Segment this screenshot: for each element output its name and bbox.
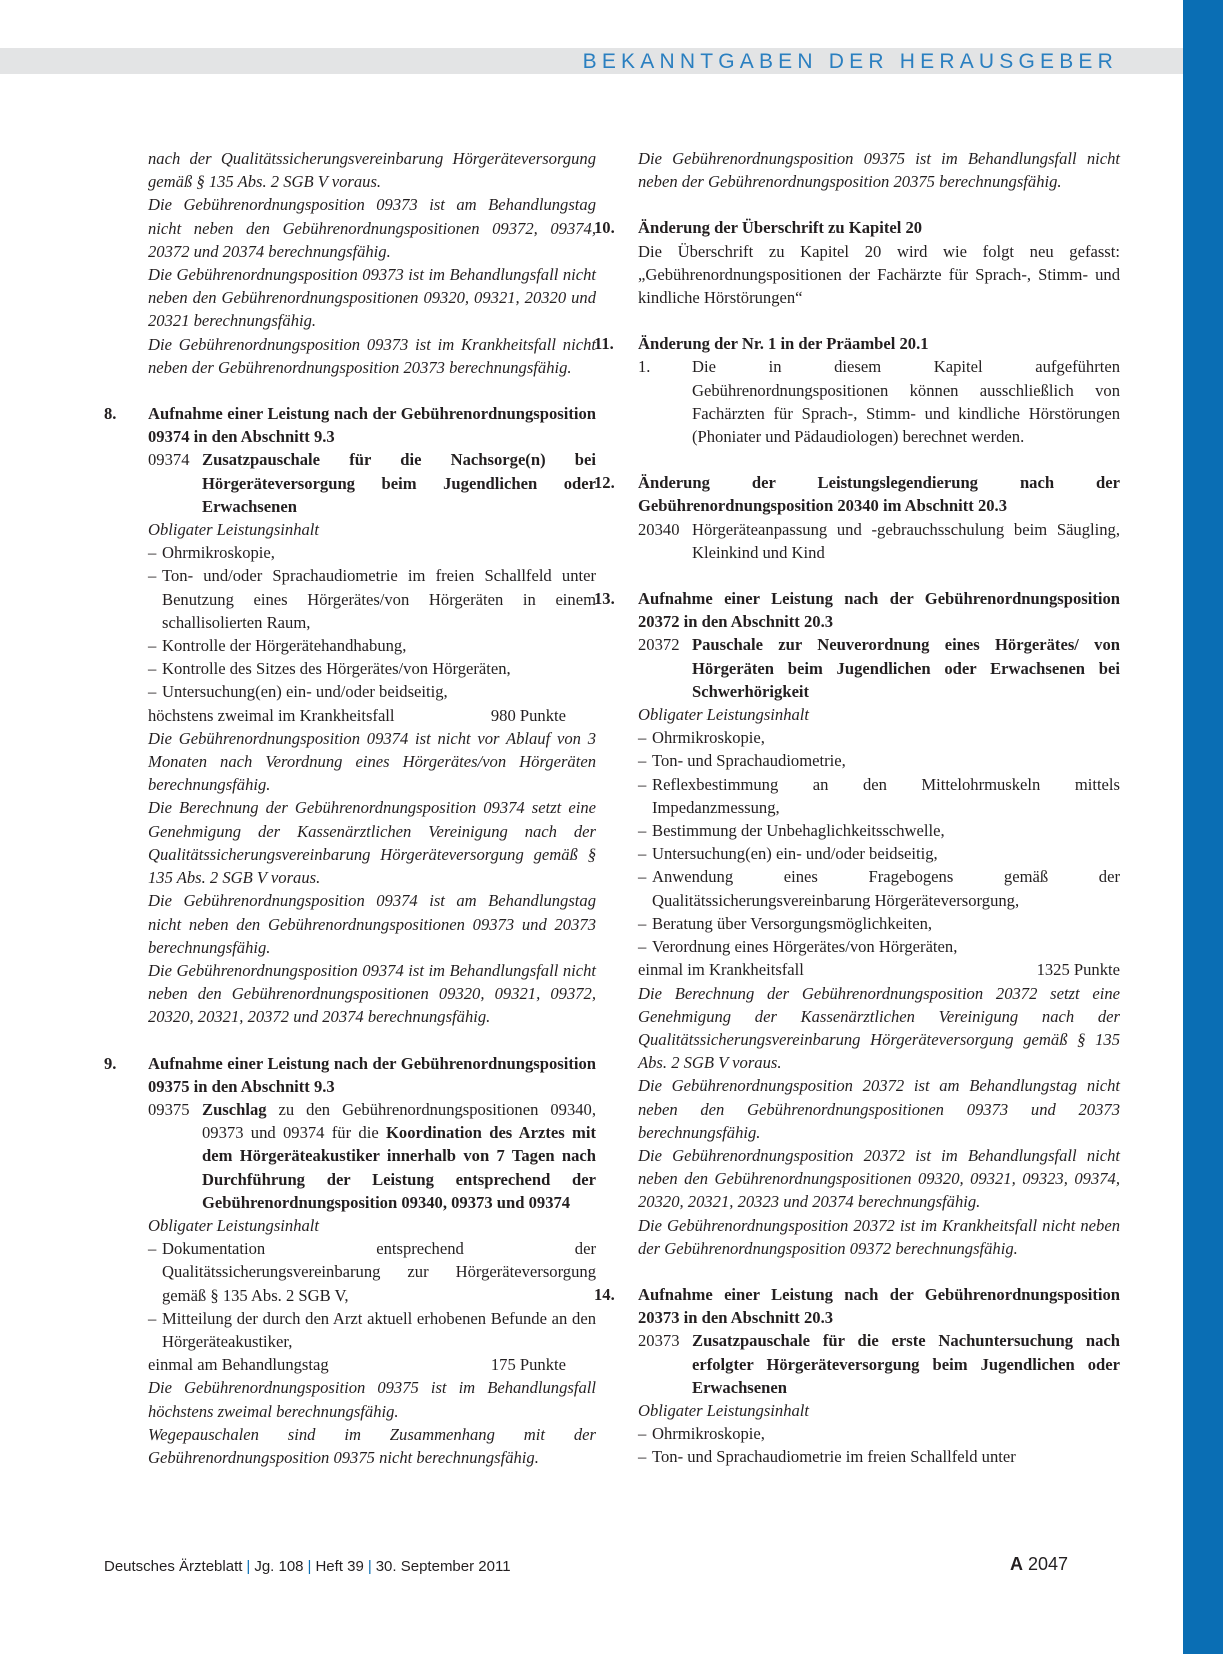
note: Die Gebührenordnungsposition 20372 ist im Krankheitsfall nicht neben der Gebührenordnungsposition 09372 berechnungsfähig. (638, 1215, 1120, 1258)
list-item-text: Mitteilung der durch den Arzt aktuell erhobenen Befunde an den Hörgeräteakustiker, (162, 1308, 596, 1351)
list-item-text: Kontrolle des Sitzes des Hörgerätes/von Hörgeräten, (162, 659, 511, 679)
list-item: – Mitteilung der durch den Arzt aktuell erhobenen Befunde an den Hörgeräteakustiker, (104, 1307, 596, 1353)
left-column (104, 147, 596, 1469)
item-text: Die in diesem Kapitel aufgeführten Gebührenordnungspositionen können ausschließlich von Fachärzten für Sprach-, Stimm- und kindliche Hörstörungen (Phoniater und Pädaudiologen) berechnet werden. (692, 357, 1120, 447)
note: Die Gebührenordnungsposition 20372 ist am Behandlungstag nicht neben den Gebührenordnungspositionen 09373 und 20373 berechnungsfähig. (638, 1076, 1120, 1142)
section-text: Die Überschrift zu Kapitel 20 wird wie folgt neu gefasst: „Gebührenordnungspositionen der Fachärzte für Sprach-, Stimm- und kindliche Hörstörungen“ (638, 241, 1120, 308)
section-title: Aufnahme einer Leistung nach der Gebührenordnungsposition 20373 in den Abschnitt 20.3 (638, 1284, 1120, 1328)
obligatory-content-label: Obligater Leistungsinhalt (148, 1215, 320, 1235)
section-header-title: BEKANNTGABEN DER HERAUSGEBER (582, 50, 1118, 73)
note: Die Gebührenordnungsposition 09374 ist im Behandlungsfall nicht neben den Gebührenordnungspositionen 09320, 09321, 09372, 20320, 20321, 20372 und 20374 berechnungsfähig. (148, 960, 596, 1027)
list-item-text: Untersuchung(en) ein- und/oder beidseitig, (162, 682, 448, 702)
list-item: – Dokumentation entsprechend der Qualitätssicherungsvereinbarung zur Hörgeräteversorgung gemäß § 135 Abs. 2 SGB V, (104, 1237, 596, 1307)
list-item: – Ohrmikroskopie, (628, 726, 1120, 749)
list-item: – Untersuchung(en) ein- und/oder beidseitig, (628, 842, 1120, 865)
section-number: 9. (104, 1053, 117, 1073)
list-item-text: Verordnung eines Hörgerätes/von Hörgeräten, (652, 937, 958, 957)
fee-code: 20340 (638, 519, 680, 539)
fee-code-title: Pauschale zur Neuverordnung eines Hörgerätes/ von Hörgeräten beim Jugendlichen oder Erwachsenen bei Schwerhörigkeit (692, 635, 1120, 701)
points-value: 1325 Punkte (1036, 960, 1120, 980)
sidebar-accent-bar (1183, 0, 1223, 1654)
intro-note: nach der Qualitätssicherungsvereinbarung Hörgeräteversorgung gemäß § 135 Abs. 2 SGB V voraus. (148, 149, 596, 192)
list-item: – Ton- und Sprachaudiometrie im freien Schallfeld unter (628, 1445, 1120, 1468)
obligatory-content-label: Obligater Leistungsinhalt (638, 705, 810, 725)
list-item: – Beratung über Versorgungsmöglichkeiten, (628, 912, 1120, 935)
list-item: – Ohrmikroskopie, (628, 1422, 1120, 1445)
fee-code-entry (104, 1098, 596, 1214)
frequency: einmal am Behandlungstag (148, 1355, 329, 1375)
section-number: 12. (594, 473, 615, 493)
list-item: – Verordnung eines Hörgerätes/von Hörgeräten, (628, 935, 1120, 958)
section-13-heading (594, 587, 1120, 633)
section-8-heading (104, 402, 596, 448)
page-num: 2047 (1028, 1554, 1069, 1574)
section-10-heading (594, 216, 1120, 239)
intro-note: Die Gebührenordnungsposition 09375 ist im Behandlungsfall nicht neben der Gebührenordnungsposition 20375 berechnungsfähig. (638, 149, 1120, 192)
numbered-item (628, 355, 1120, 448)
section-title: Änderung der Nr. 1 in der Präambel 20.1 (638, 334, 929, 354)
note: Die Gebührenordnungsposition 09374 ist nicht vor Ablauf von 3 Monaten nach Verordnung eines Hörgerätes/von Hörgeräten berechnungsfähig. (148, 728, 596, 795)
list-item: – Untersuchung(en) ein- und/oder beidseitig, (104, 680, 596, 703)
points-line (628, 958, 1120, 981)
section-number: 10. (594, 218, 615, 238)
note: Die Gebührenordnungsposition 09374 ist am Behandlungstag nicht neben den Gebührenordnungspositionen 09373 und 20373 berechnungsfähig. (148, 891, 596, 957)
obligatory-content-label: Obligater Leistungsinhalt (148, 520, 320, 540)
fee-code-title: Zusatzpauschale für die erste Nachuntersuchung nach erfolgter Hörgeräteversorgung beim Jugendlichen oder Erwachsenen (692, 1331, 1120, 1397)
intro-note: Die Gebührenordnungsposition 09373 ist im Krankheitsfall nicht neben der Gebührenordnungsposition 20373 berechnungsfähig. (148, 334, 596, 377)
note: Wegepauschalen sind im Zusammenhang mit der Gebührenordnungsposition 09375 nicht berechnungsfähig. (148, 1424, 596, 1467)
list-item: – Ton- und Sprachaudiometrie, (628, 749, 1120, 772)
section-title: Aufnahme einer Leistung nach der Gebührenordnungsposition 09374 in den Abschnitt 9.3 (148, 404, 596, 447)
journal-name: Deutsches Ärzteblatt (104, 1558, 243, 1575)
fee-code-entry (104, 448, 596, 518)
section-title: Aufnahme einer Leistung nach der Gebührenordnungsposition 09375 in den Abschnitt 9.3 (148, 1053, 596, 1096)
list-item-text: Ohrmikroskopie, (652, 728, 765, 748)
footer-citation: Deutsches Ärzteblatt | Jg. 108 | Heft 39 | 30. September 2011 (104, 1558, 511, 1575)
points-line (104, 704, 596, 727)
fee-code-title: Zusatzpauschale für die Nachsorge(n) bei Hörgeräteversorgung beim Jugendlichen oder Erwachsenen (202, 450, 596, 516)
list-item-text: Ohrmikroskopie, (162, 543, 275, 563)
section-title: Änderung der Überschrift zu Kapitel 20 (638, 218, 923, 238)
note: Die Berechnung der Gebührenordnungsposition 09374 setzt eine Genehmigung der Kassenärztlichen Vereinigung nach der Qualitätssicherungsvereinbarung Hörgeräteversorgung gemäß § 135 Abs. 2 SGB V voraus. (148, 798, 596, 888)
frequency: höchstens zweimal im Krankheitsfall (148, 705, 395, 725)
list-item-text: Anwendung eines Fragebogens gemäß der Qualitätssicherungsvereinbarung Hörgeräteversorgung, (652, 867, 1120, 910)
volume: Jg. 108 (254, 1558, 304, 1575)
right-column (594, 147, 1120, 1469)
list-item: – Reflexbestimmung an den Mittelohrmuskeln mittels Impedanzmessung, (628, 773, 1120, 819)
list-item-text: Bestimmung der Unbehaglichkeitsschwelle, (652, 821, 945, 841)
note: Die Gebührenordnungsposition 20372 ist im Behandlungsfall nicht neben den Gebührenordnungspositionen 09320, 09321, 09323, 09374, 20320, 20321, 20323 und 20374 berechnungsfähig. (638, 1145, 1120, 1212)
intro-note: Die Gebührenordnungsposition 09373 ist am Behandlungstag nicht neben den Gebührenordnungspositionen 09372, 09374, 20372 und 20374 berechnungsfähig. (148, 195, 596, 261)
list-item-text: Kontrolle der Hörgerätehandhabung, (162, 636, 407, 656)
fee-code: 09375 (148, 1099, 190, 1119)
intro-note: Die Gebührenordnungsposition 09373 ist im Behandlungsfall nicht neben den Gebührenordnungspositionen 09320, 09321, 20320 und 20321 berechnungsfähig. (148, 265, 596, 331)
section-number: 11. (594, 334, 614, 354)
section-number: 8. (104, 404, 117, 424)
fee-code: 20373 (638, 1331, 680, 1351)
fee-code: 09374 (148, 450, 190, 470)
list-item-text: Ton- und/oder Sprachaudiometrie im freien Schallfeld unter Benutzung eines Hörgerätes/von Hörgeräten in einem schallisolierten Raum, (162, 566, 596, 632)
list-item: – Ohrmikroskopie, (104, 541, 596, 564)
list-item: – Kontrolle des Sitzes des Hörgerätes/von Hörgeräten, (104, 657, 596, 680)
list-item: – Ton- und/oder Sprachaudiometrie im freien Schallfeld unter Benutzung eines Hörgerätes/von Hörgeräten in einem schallisolierten Raum, (104, 564, 596, 634)
section-number: 13. (594, 589, 615, 609)
page-number (1010, 1554, 1068, 1575)
list-item-text: Untersuchung(en) ein- und/oder beidseitig, (652, 844, 938, 864)
section-14-heading (594, 1283, 1120, 1329)
list-item: – Anwendung eines Fragebogens gemäß der Qualitätssicherungsvereinbarung Hörgeräteversorgung, (628, 865, 1120, 911)
list-item-text: Ton- und Sprachaudiometrie im freien Schallfeld unter (652, 1447, 1016, 1467)
date: 30. September 2011 (375, 1558, 511, 1575)
list-item: – Bestimmung der Unbehaglichkeitsschwelle, (628, 819, 1120, 842)
fee-code-entry (628, 518, 1120, 564)
section-9-heading (104, 1052, 596, 1098)
list-item-text: Reflexbestimmung an den Mittelohrmuskeln mittels Impedanzmessung, (652, 774, 1120, 817)
section-11-heading (594, 332, 1120, 355)
list-item-text: Ohrmikroskopie, (652, 1424, 765, 1444)
points-value: 175 Punkte (490, 1355, 566, 1375)
fee-code-description: Hörgeräteanpassung und -gebrauchsschulung beim Säugling, Kleinkind und Kind (692, 519, 1120, 562)
page-prefix: A (1010, 1554, 1023, 1574)
fee-code: 20372 (638, 635, 680, 655)
points-value: 980 Punkte (490, 705, 566, 725)
note: Die Berechnung der Gebührenordnungsposition 20372 setzt eine Genehmigung der Kassenärztlichen Vereinigung nach der Qualitätssicherungsvereinbarung Hörgeräteversorgung gemäß § 135 Abs. 2 SGB V voraus. (638, 983, 1120, 1073)
fee-code-description: Zuschlag zu den Gebührenordnungspositionen 09340, 09373 und 09374 für die Koordination des Arztes mit dem Hörgeräteakustiker innerhalb von 7 Tagen nach Durchführung der Leistung entsprechend der Gebührenordnungsposition 09340, 09373 und 09374 (202, 1099, 596, 1212)
fee-code-entry (628, 1329, 1120, 1399)
list-item-text: Dokumentation entsprechend der Qualitätssicherungsvereinbarung zur Hörgeräteversorgung gemäß § 135 Abs. 2 SGB V, (162, 1239, 596, 1305)
note: Die Gebührenordnungsposition 09375 ist im Behandlungsfall höchstens zweimal berechnungsfähig. (148, 1378, 596, 1421)
issue: Heft 39 (315, 1558, 364, 1575)
fee-code-entry (628, 633, 1120, 703)
item-number: 1. (638, 357, 651, 377)
obligatory-content-label: Obligater Leistungsinhalt (638, 1400, 810, 1420)
frequency: einmal im Krankheitsfall (638, 960, 804, 980)
list-item: – Kontrolle der Hörgerätehandhabung, (104, 634, 596, 657)
points-line (104, 1353, 596, 1376)
section-title: Aufnahme einer Leistung nach der Gebührenordnungsposition 20372 in den Abschnitt 20.3 (638, 589, 1120, 632)
section-number: 14. (594, 1284, 615, 1304)
section-12-heading (594, 471, 1120, 517)
section-title: Änderung der Leistungslegendierung nach der Gebührenordnungsposition 20340 im Abschnitt 20.3 (638, 473, 1120, 516)
list-item-text: Beratung über Versorgungsmöglichkeiten, (652, 913, 933, 933)
list-item-text: Ton- und Sprachaudiometrie, (652, 751, 846, 771)
